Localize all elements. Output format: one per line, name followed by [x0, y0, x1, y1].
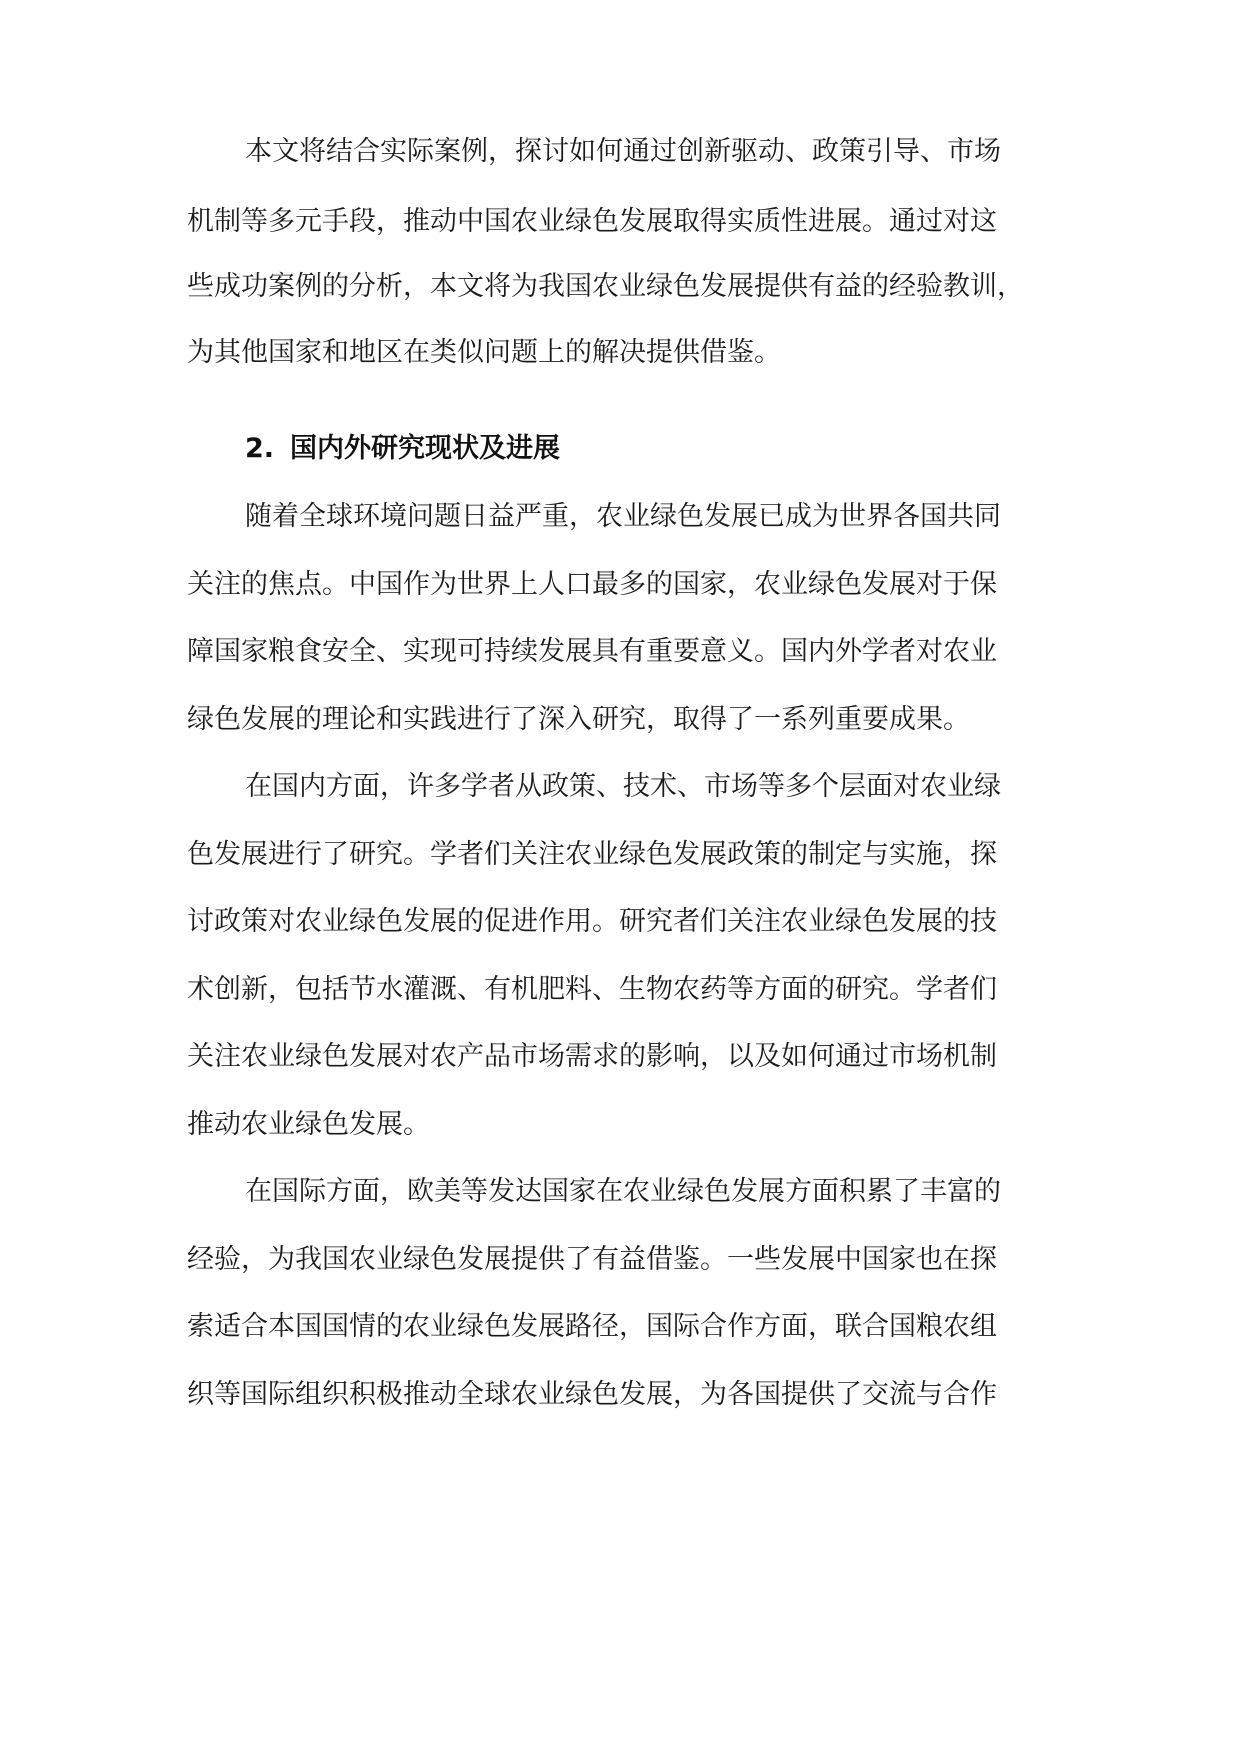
paragraph-2-line-2: 关注的焦点。中国作为世界上人口最多的国家，农业绿色发展对于保	[187, 569, 997, 600]
paragraph-2-line-1: 随着全球环境问题日益严重，农业绿色发展已成为世界各国共同	[245, 501, 1001, 532]
paragraph-1-line-1: 本文将结合实际案例，探讨如何通过创新驱动、政策引导、市场	[245, 136, 1001, 167]
paragraph-4-line-4: 织等国际组织积极推动全球农业绿色发展，为各国提供了交流与合作	[187, 1379, 997, 1410]
paragraph-4-line-1: 在国际方面，欧美等发达国家在农业绿色发展方面积累了丰富的	[245, 1176, 1001, 1207]
paragraph-1-line-2: 机制等多元手段，推动中国农业绿色发展取得实质性进展。通过对这	[187, 206, 997, 237]
paragraph-4-line-3: 索适合本国国情的农业绿色发展路径，国际合作方面，联合国粮农组	[187, 1311, 997, 1342]
paragraph-4-line-2: 经验，为我国农业绿色发展提供了有益借鉴。一些发展中国家也在探	[187, 1244, 997, 1275]
paragraph-3-line-3: 讨政策对农业绿色发展的促进作用。研究者们关注农业绿色发展的技	[187, 906, 997, 937]
paragraph-3-line-6: 推动农业绿色发展。	[187, 1109, 430, 1140]
paragraph-2-line-3: 障国家粮食安全、实现可持续发展具有重要意义。国内外学者对农业	[187, 636, 997, 667]
paragraph-1-line-4: 为其他国家和地区在类似问题上的解决提供借鉴。	[187, 337, 781, 368]
paragraph-3-line-4: 术创新，包括节水灌溉、有机肥料、生物农药等方面的研究。学者们	[187, 974, 997, 1005]
paragraph-3-line-2: 色发展进行了研究。学者们关注农业绿色发展政策的制定与实施，探	[187, 839, 997, 870]
section-number: 2.	[245, 433, 275, 464]
section-title: 国内外研究现状及进展	[290, 433, 560, 464]
paragraph-2-line-4: 绿色发展的理论和实践进行了深入研究，取得了一系列重要成果。	[187, 704, 970, 735]
section-heading	[245, 429, 560, 469]
paragraph-1-line-3: 些成功案例的分析，本文将为我国农业绿色发展提供有益的经验教训，	[187, 271, 1024, 302]
paragraph-3-line-5: 关注农业绿色发展对农产品市场需求的影响，以及如何通过市场机制	[187, 1041, 997, 1072]
paragraph-3-line-1: 在国内方面，许多学者从政策、技术、市场等多个层面对农业绿	[245, 771, 1001, 802]
